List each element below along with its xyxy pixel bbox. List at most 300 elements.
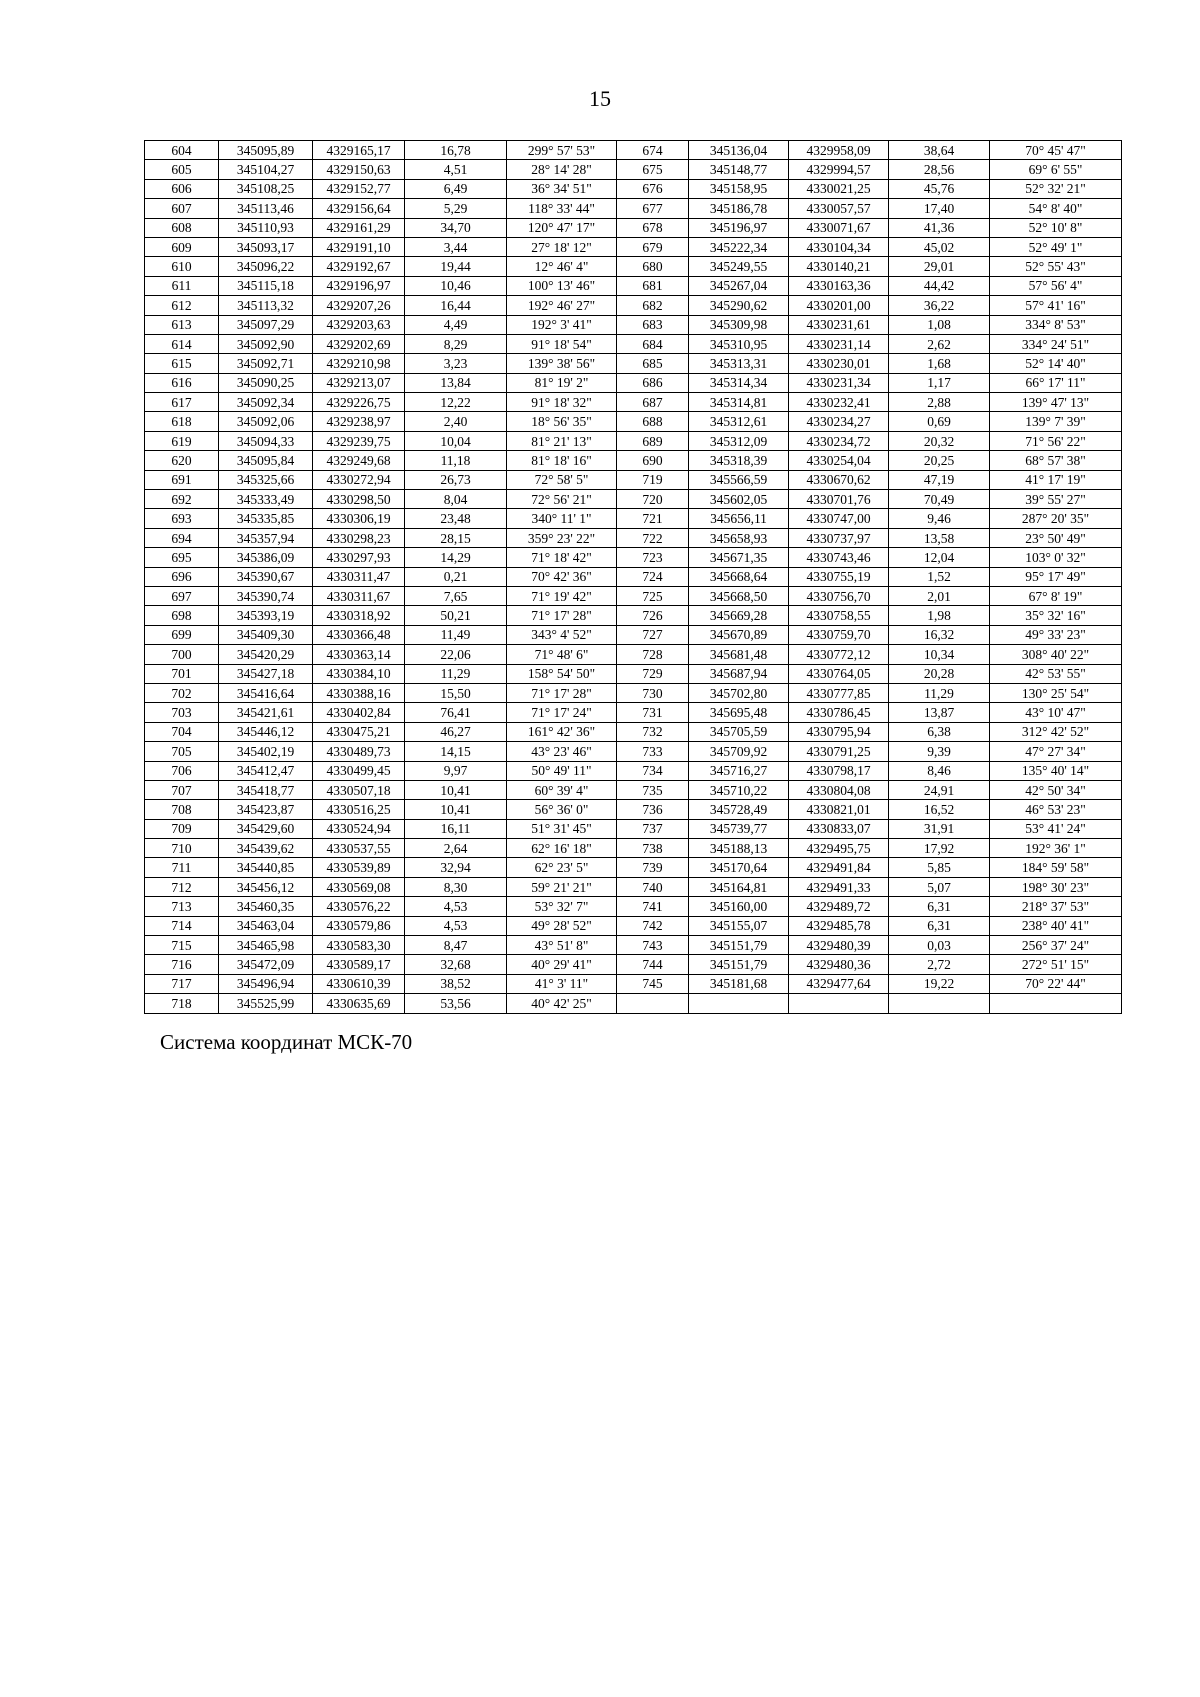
- cell-y-coordinate: 4329192,67: [313, 257, 405, 276]
- cell-y-coordinate: 4330104,34: [789, 237, 889, 256]
- table-row: [145, 606, 1122, 625]
- table-row: [145, 451, 1122, 470]
- cell-y-coordinate: 4330537,55: [313, 839, 405, 858]
- cell-x-coordinate: 345333,49: [219, 490, 313, 509]
- table-row: [145, 141, 1122, 160]
- cell-distance: 31,91: [889, 819, 990, 838]
- cell-distance: 0,21: [405, 567, 507, 586]
- cell-distance: 8,30: [405, 877, 507, 896]
- coordinate-system-caption: Система координат МСК-70: [160, 1030, 413, 1054]
- cell-bearing: 23° 50' 49": [990, 528, 1122, 547]
- cell-distance: 38,52: [405, 974, 507, 993]
- cell-y-coordinate: 4330821,01: [789, 800, 889, 819]
- cell-point-number: 722: [617, 528, 689, 547]
- table-row: [145, 548, 1122, 567]
- cell-point-number: 610: [145, 257, 219, 276]
- cell-y-coordinate: 4330576,22: [313, 897, 405, 916]
- cell-x-coordinate: 345446,12: [219, 722, 313, 741]
- cell-x-coordinate: 345267,04: [689, 276, 789, 295]
- cell-y-coordinate: 4330140,21: [789, 257, 889, 276]
- cell-distance: 53,56: [405, 994, 507, 1013]
- cell-y-coordinate: 4330384,10: [313, 664, 405, 683]
- cell-bearing: 57° 56' 4": [990, 276, 1122, 295]
- cell-distance: 34,70: [405, 218, 507, 237]
- cell-distance: 19,44: [405, 257, 507, 276]
- cell-bearing: 198° 30' 23": [990, 877, 1122, 896]
- cell-y-coordinate: 4329152,77: [313, 179, 405, 198]
- cell-y-coordinate: 4330163,36: [789, 276, 889, 295]
- cell-point-number: 617: [145, 393, 219, 412]
- cell-point-number: 719: [617, 470, 689, 489]
- cell-y-coordinate: 4330777,85: [789, 683, 889, 702]
- cell-point-number: 713: [145, 897, 219, 916]
- cell-bearing: 42° 50' 34": [990, 780, 1122, 799]
- cell-bearing: 81° 21' 13": [507, 431, 617, 450]
- cell-distance: 12,04: [889, 548, 990, 567]
- cell-distance: 16,44: [405, 296, 507, 315]
- cell-x-coordinate: 345671,35: [689, 548, 789, 567]
- cell-x-coordinate: 345427,18: [219, 664, 313, 683]
- cell-bearing: 43° 23' 46": [507, 742, 617, 761]
- cell-y-coordinate: 4330798,17: [789, 761, 889, 780]
- cell-x-coordinate: 345186,78: [689, 199, 789, 218]
- cell-y-coordinate: 4330231,61: [789, 315, 889, 334]
- table-row: [145, 179, 1122, 198]
- cell-bearing: 218° 37' 53": [990, 897, 1122, 916]
- cell-distance: 46,27: [405, 722, 507, 741]
- cell-point-number: 736: [617, 800, 689, 819]
- cell-bearing: 71° 17' 24": [507, 703, 617, 722]
- cell-x-coordinate: 345313,31: [689, 354, 789, 373]
- cell-y-coordinate: 4330635,69: [313, 994, 405, 1013]
- cell-point-number: 683: [617, 315, 689, 334]
- table-row: [145, 916, 1122, 935]
- cell-x-coordinate: 345092,06: [219, 412, 313, 431]
- cell-distance: 15,50: [405, 683, 507, 702]
- cell-distance: 11,18: [405, 451, 507, 470]
- cell-bearing: 139° 47' 13": [990, 393, 1122, 412]
- cell-point-number: 612: [145, 296, 219, 315]
- cell-x-coordinate: 345309,98: [689, 315, 789, 334]
- cell-y-coordinate: 4329958,09: [789, 141, 889, 160]
- cell-y-coordinate: 4330583,30: [313, 936, 405, 955]
- cell-y-coordinate: 4330297,93: [313, 548, 405, 567]
- table-row: [145, 528, 1122, 547]
- cell-x-coordinate: 345113,32: [219, 296, 313, 315]
- cell-bearing: 81° 19' 2": [507, 373, 617, 392]
- cell-x-coordinate: 345423,87: [219, 800, 313, 819]
- cell-y-coordinate: 4330234,72: [789, 431, 889, 450]
- cell-bearing: 52° 14' 40": [990, 354, 1122, 373]
- cell-distance: [889, 994, 990, 1013]
- cell-distance: 10,46: [405, 276, 507, 295]
- cell-point-number: 733: [617, 742, 689, 761]
- cell-distance: 16,78: [405, 141, 507, 160]
- cell-x-coordinate: 345335,85: [219, 509, 313, 528]
- cell-y-coordinate: 4329477,64: [789, 974, 889, 993]
- cell-x-coordinate: 345390,74: [219, 586, 313, 605]
- table-row: [145, 257, 1122, 276]
- cell-bearing: 91° 18' 54": [507, 334, 617, 353]
- cell-distance: 8,46: [889, 761, 990, 780]
- table-row: [145, 703, 1122, 722]
- cell-bearing: 91° 18' 32": [507, 393, 617, 412]
- cell-bearing: 70° 45' 47": [990, 141, 1122, 160]
- cell-point-number: 608: [145, 218, 219, 237]
- cell-distance: 14,29: [405, 548, 507, 567]
- cell-distance: 22,06: [405, 645, 507, 664]
- cell-distance: 19,22: [889, 974, 990, 993]
- cell-point-number: 742: [617, 916, 689, 935]
- cell-x-coordinate: 345113,46: [219, 199, 313, 218]
- cell-x-coordinate: 345092,71: [219, 354, 313, 373]
- cell-x-coordinate: 345402,19: [219, 742, 313, 761]
- cell-bearing: 71° 17' 28": [507, 606, 617, 625]
- cell-distance: 6,38: [889, 722, 990, 741]
- table-row: [145, 412, 1122, 431]
- cell-bearing: 67° 8' 19": [990, 586, 1122, 605]
- cell-distance: 9,97: [405, 761, 507, 780]
- cell-y-coordinate: [789, 994, 889, 1013]
- cell-y-coordinate: 4330516,25: [313, 800, 405, 819]
- cell-x-coordinate: 345416,64: [219, 683, 313, 702]
- cell-x-coordinate: 345602,05: [689, 490, 789, 509]
- cell-bearing: 343° 4' 52": [507, 625, 617, 644]
- cell-bearing: 46° 53' 23": [990, 800, 1122, 819]
- cell-distance: 1,68: [889, 354, 990, 373]
- cell-bearing: 139° 38' 56": [507, 354, 617, 373]
- cell-x-coordinate: 345188,13: [689, 839, 789, 858]
- cell-point-number: 737: [617, 819, 689, 838]
- cell-x-coordinate: 345181,68: [689, 974, 789, 993]
- cell-y-coordinate: 4329480,39: [789, 936, 889, 955]
- cell-point-number: 680: [617, 257, 689, 276]
- cell-x-coordinate: 345290,62: [689, 296, 789, 315]
- cell-x-coordinate: 345170,64: [689, 858, 789, 877]
- cell-x-coordinate: 345357,94: [219, 528, 313, 547]
- cell-x-coordinate: 345097,29: [219, 315, 313, 334]
- cell-x-coordinate: 345728,49: [689, 800, 789, 819]
- table-row: [145, 683, 1122, 702]
- cell-distance: 4,51: [405, 160, 507, 179]
- cell-point-number: 616: [145, 373, 219, 392]
- cell-y-coordinate: 4330786,45: [789, 703, 889, 722]
- cell-bearing: 192° 3' 41": [507, 315, 617, 334]
- cell-x-coordinate: 345094,33: [219, 431, 313, 450]
- table-row: [145, 819, 1122, 838]
- cell-x-coordinate: 345164,81: [689, 877, 789, 896]
- cell-point-number: 676: [617, 179, 689, 198]
- cell-bearing: 135° 40' 14": [990, 761, 1122, 780]
- cell-bearing: 40° 29' 41": [507, 955, 617, 974]
- cell-point-number: 699: [145, 625, 219, 644]
- table-row: [145, 586, 1122, 605]
- cell-x-coordinate: 345525,99: [219, 994, 313, 1013]
- cell-bearing: 54° 8' 40": [990, 199, 1122, 218]
- cell-y-coordinate: 4329165,17: [313, 141, 405, 160]
- cell-y-coordinate: 4329238,97: [313, 412, 405, 431]
- cell-distance: 3,23: [405, 354, 507, 373]
- cell-distance: 2,64: [405, 839, 507, 858]
- cell-y-coordinate: 4329150,63: [313, 160, 405, 179]
- cell-point-number: 695: [145, 548, 219, 567]
- cell-point-number: 702: [145, 683, 219, 702]
- cell-point-number: 691: [145, 470, 219, 489]
- cell-point-number: 704: [145, 722, 219, 741]
- cell-x-coordinate: 345092,90: [219, 334, 313, 353]
- table-row: [145, 722, 1122, 741]
- cell-y-coordinate: 4330230,01: [789, 354, 889, 373]
- cell-point-number: 609: [145, 237, 219, 256]
- cell-x-coordinate: 345668,50: [689, 586, 789, 605]
- cell-point-number: 720: [617, 490, 689, 509]
- cell-y-coordinate: 4330759,70: [789, 625, 889, 644]
- table-row: [145, 625, 1122, 644]
- cell-x-coordinate: 345739,77: [689, 819, 789, 838]
- cell-x-coordinate: 345687,94: [689, 664, 789, 683]
- cell-distance: 8,04: [405, 490, 507, 509]
- table-row: [145, 936, 1122, 955]
- table-row: [145, 567, 1122, 586]
- cell-distance: 50,21: [405, 606, 507, 625]
- cell-distance: 1,17: [889, 373, 990, 392]
- cell-x-coordinate: 345110,93: [219, 218, 313, 237]
- cell-bearing: 59° 21' 21": [507, 877, 617, 896]
- cell-y-coordinate: 4329207,26: [313, 296, 405, 315]
- cell-distance: 20,28: [889, 664, 990, 683]
- cell-distance: 0,69: [889, 412, 990, 431]
- cell-point-number: 679: [617, 237, 689, 256]
- cell-y-coordinate: 4330764,05: [789, 664, 889, 683]
- cell-bearing: 72° 58' 5": [507, 470, 617, 489]
- cell-x-coordinate: 345695,48: [689, 703, 789, 722]
- cell-y-coordinate: 4329491,33: [789, 877, 889, 896]
- cell-x-coordinate: 345314,81: [689, 393, 789, 412]
- cell-y-coordinate: 4329495,75: [789, 839, 889, 858]
- cell-point-number: 677: [617, 199, 689, 218]
- table-row: [145, 974, 1122, 993]
- cell-bearing: 50° 49' 11": [507, 761, 617, 780]
- cell-y-coordinate: 4330758,55: [789, 606, 889, 625]
- cell-point-number: 607: [145, 199, 219, 218]
- cell-distance: 10,41: [405, 780, 507, 799]
- cell-x-coordinate: 345115,18: [219, 276, 313, 295]
- cell-x-coordinate: 345393,19: [219, 606, 313, 625]
- cell-bearing: 287° 20' 35": [990, 509, 1122, 528]
- cell-point-number: 700: [145, 645, 219, 664]
- cell-bearing: 12° 46' 4": [507, 257, 617, 276]
- cell-x-coordinate: 345472,09: [219, 955, 313, 974]
- cell-y-coordinate: 4330772,12: [789, 645, 889, 664]
- table-row: [145, 955, 1122, 974]
- cell-distance: 70,49: [889, 490, 990, 509]
- cell-bearing: 43° 51' 8": [507, 936, 617, 955]
- cell-distance: 3,44: [405, 237, 507, 256]
- cell-distance: 11,49: [405, 625, 507, 644]
- cell-point-number: 690: [617, 451, 689, 470]
- cell-point-number: 730: [617, 683, 689, 702]
- cell-bearing: 49° 28' 52": [507, 916, 617, 935]
- cell-distance: 26,73: [405, 470, 507, 489]
- cell-x-coordinate: 345386,09: [219, 548, 313, 567]
- cell-bearing: 27° 18' 12": [507, 237, 617, 256]
- cell-bearing: 53° 41' 24": [990, 819, 1122, 838]
- cell-x-coordinate: 345668,64: [689, 567, 789, 586]
- cell-y-coordinate: 4329210,98: [313, 354, 405, 373]
- cell-x-coordinate: 345104,27: [219, 160, 313, 179]
- cell-distance: 8,29: [405, 334, 507, 353]
- cell-y-coordinate: 4330833,07: [789, 819, 889, 838]
- cell-y-coordinate: 4330670,62: [789, 470, 889, 489]
- cell-point-number: 693: [145, 509, 219, 528]
- cell-bearing: 62° 16' 18": [507, 839, 617, 858]
- cell-distance: 11,29: [889, 683, 990, 702]
- cell-y-coordinate: 4329480,36: [789, 955, 889, 974]
- cell-point-number: 728: [617, 645, 689, 664]
- cell-y-coordinate: 4330579,86: [313, 916, 405, 935]
- cell-distance: 36,22: [889, 296, 990, 315]
- cell-point-number: 674: [617, 141, 689, 160]
- cell-y-coordinate: 4329202,69: [313, 334, 405, 353]
- cell-bearing: 41° 3' 11": [507, 974, 617, 993]
- cell-y-coordinate: 4329156,64: [313, 199, 405, 218]
- cell-bearing: 256° 37' 24": [990, 936, 1122, 955]
- cell-point-number: 682: [617, 296, 689, 315]
- cell-point-number: 741: [617, 897, 689, 916]
- cell-x-coordinate: 345670,89: [689, 625, 789, 644]
- cell-bearing: 118° 33' 44": [507, 199, 617, 218]
- cell-distance: 5,29: [405, 199, 507, 218]
- cell-bearing: 184° 59' 58": [990, 858, 1122, 877]
- cell-bearing: 47° 27' 34": [990, 742, 1122, 761]
- table-row: [145, 664, 1122, 683]
- cell-point-number: 687: [617, 393, 689, 412]
- cell-bearing: 192° 46' 27": [507, 296, 617, 315]
- cell-x-coordinate: 345108,25: [219, 179, 313, 198]
- cell-distance: 2,62: [889, 334, 990, 353]
- table-row: [145, 994, 1122, 1013]
- cell-bearing: 62° 23' 5": [507, 858, 617, 877]
- cell-x-coordinate: 345705,59: [689, 722, 789, 741]
- cell-point-number: 725: [617, 586, 689, 605]
- table-row: [145, 334, 1122, 353]
- table-row: [145, 742, 1122, 761]
- cell-point-number: 734: [617, 761, 689, 780]
- cell-point-number: 710: [145, 839, 219, 858]
- table-row: [145, 470, 1122, 489]
- cell-x-coordinate: 345710,22: [689, 780, 789, 799]
- cell-y-coordinate: 4330539,89: [313, 858, 405, 877]
- cell-point-number: 686: [617, 373, 689, 392]
- cell-bearing: 95° 17' 49": [990, 567, 1122, 586]
- cell-x-coordinate: 345409,30: [219, 625, 313, 644]
- cell-distance: 44,42: [889, 276, 990, 295]
- table-row: [145, 877, 1122, 896]
- cell-distance: 29,01: [889, 257, 990, 276]
- cell-distance: 6,31: [889, 897, 990, 916]
- cell-y-coordinate: 4330231,14: [789, 334, 889, 353]
- cell-bearing: 36° 34' 51": [507, 179, 617, 198]
- cell-bearing: 71° 17' 28": [507, 683, 617, 702]
- cell-distance: 17,92: [889, 839, 990, 858]
- cell-y-coordinate: 4330232,41: [789, 393, 889, 412]
- cell-x-coordinate: 345196,97: [689, 218, 789, 237]
- cell-y-coordinate: 4330756,70: [789, 586, 889, 605]
- cell-y-coordinate: 4330311,67: [313, 586, 405, 605]
- cell-x-coordinate: 345096,22: [219, 257, 313, 276]
- cell-x-coordinate: 345429,60: [219, 819, 313, 838]
- cell-x-coordinate: 345136,04: [689, 141, 789, 160]
- cell-distance: 2,88: [889, 393, 990, 412]
- cell-point-number: 698: [145, 606, 219, 625]
- cell-bearing: 161° 42' 36": [507, 722, 617, 741]
- cell-point-number: 613: [145, 315, 219, 334]
- cell-point-number: 706: [145, 761, 219, 780]
- cell-point-number: 681: [617, 276, 689, 295]
- cell-distance: 28,15: [405, 528, 507, 547]
- cell-point-number: 685: [617, 354, 689, 373]
- cell-x-coordinate: 345310,95: [689, 334, 789, 353]
- cell-bearing: 103° 0' 32": [990, 548, 1122, 567]
- cell-y-coordinate: 4330701,76: [789, 490, 889, 509]
- cell-bearing: 100° 13' 46": [507, 276, 617, 295]
- cell-distance: 7,65: [405, 586, 507, 605]
- cell-distance: 5,85: [889, 858, 990, 877]
- cell-y-coordinate: 4330755,19: [789, 567, 889, 586]
- cell-point-number: 615: [145, 354, 219, 373]
- cell-distance: 2,01: [889, 586, 990, 605]
- cell-y-coordinate: 4330231,34: [789, 373, 889, 392]
- cell-distance: 47,19: [889, 470, 990, 489]
- cell-point-number: 731: [617, 703, 689, 722]
- cell-y-coordinate: 4330234,27: [789, 412, 889, 431]
- cell-point-number: 605: [145, 160, 219, 179]
- cell-distance: 20,32: [889, 431, 990, 450]
- cell-bearing: 308° 40' 22": [990, 645, 1122, 664]
- cell-bearing: 40° 42' 25": [507, 994, 617, 1013]
- cell-y-coordinate: 4330489,73: [313, 742, 405, 761]
- cell-distance: 23,48: [405, 509, 507, 528]
- cell-distance: 0,03: [889, 936, 990, 955]
- table-row: [145, 373, 1122, 392]
- cell-x-coordinate: 345566,59: [689, 470, 789, 489]
- cell-distance: 12,22: [405, 393, 507, 412]
- coordinates-table: [144, 140, 1122, 1014]
- cell-distance: 1,98: [889, 606, 990, 625]
- cell-distance: 2,72: [889, 955, 990, 974]
- cell-bearing: 68° 57' 38": [990, 451, 1122, 470]
- cell-bearing: 340° 11' 1": [507, 509, 617, 528]
- cell-bearing: 72° 56' 21": [507, 490, 617, 509]
- cell-point-number: 694: [145, 528, 219, 547]
- table-row: [145, 509, 1122, 528]
- table-row: [145, 160, 1122, 179]
- cell-x-coordinate: 345709,92: [689, 742, 789, 761]
- cell-point-number: 715: [145, 936, 219, 955]
- cell-point-number: 716: [145, 955, 219, 974]
- cell-x-coordinate: 345312,61: [689, 412, 789, 431]
- cell-distance: 8,47: [405, 936, 507, 955]
- cell-x-coordinate: 345151,79: [689, 955, 789, 974]
- cell-x-coordinate: 345702,80: [689, 683, 789, 702]
- cell-x-coordinate: 345092,34: [219, 393, 313, 412]
- cell-x-coordinate: 345412,47: [219, 761, 313, 780]
- cell-distance: 17,40: [889, 199, 990, 218]
- cell-bearing: 52° 32' 21": [990, 179, 1122, 198]
- cell-y-coordinate: 4330254,04: [789, 451, 889, 470]
- cell-x-coordinate: 345222,34: [689, 237, 789, 256]
- cell-y-coordinate: 4330363,14: [313, 645, 405, 664]
